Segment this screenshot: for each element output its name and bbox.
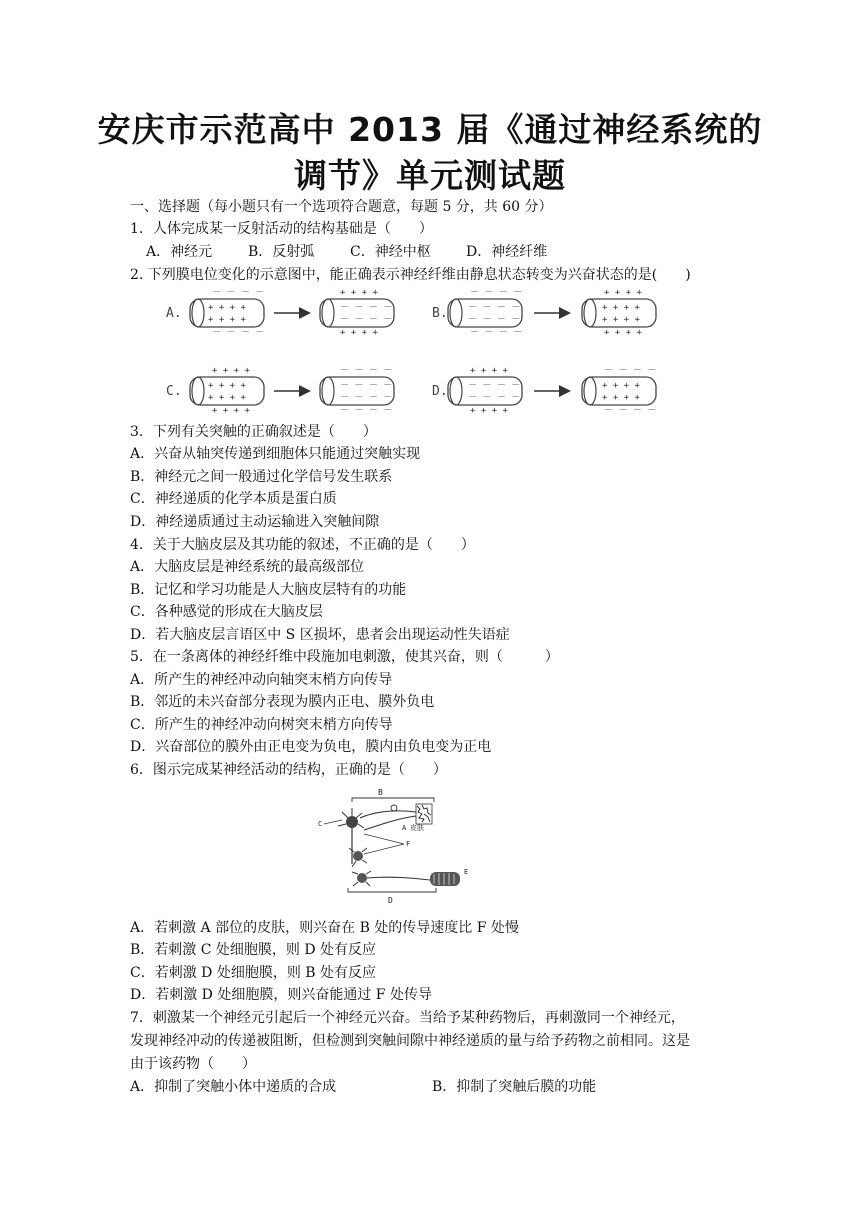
svg-text:－ － － －: － － － － <box>468 315 521 325</box>
neuron-cell-bodies <box>338 808 371 886</box>
page-title-line1: 安庆市示范高中 2013 届《通过神经系统的 <box>97 110 763 149</box>
svg-text:－ － － －: － － － － <box>604 406 657 415</box>
svg-text:+ + + +: + + + + <box>208 393 246 403</box>
svg-text:+ + + +: + + + + <box>208 315 246 325</box>
q1-option-d: D．神经纤维 <box>466 244 548 260</box>
svg-text:－ － － －: － － － － <box>212 288 265 298</box>
q3-option-c: C．神经递质的化学本质是蛋白质 <box>130 491 337 507</box>
svg-text:+ + + +: + + + + <box>208 303 246 313</box>
svg-text:+ + + +: + + + + <box>470 406 508 415</box>
fig-label-skin: 皮肤 <box>410 824 424 832</box>
q5-option-a: A．所产生的神经冲动向轴突末梢方向传导 <box>130 672 393 688</box>
fiber-c-before <box>190 366 264 415</box>
q1-stem: 1．人体完成某一反射活动的结构基础是（ ） <box>130 221 433 237</box>
q4-option-b: B．记忆和学习功能是人大脑皮层特有的功能 <box>130 582 407 598</box>
svg-text:－ － － －: － － － － <box>340 381 393 391</box>
fiber-d-after <box>582 366 656 415</box>
q7-option-b: B．抑制了突触后膜的功能 <box>432 1079 597 1095</box>
q5-option-c: C．所产生的神经冲动向树突末梢方向传导 <box>130 717 393 733</box>
svg-text:－ － － －: － － － － <box>340 315 393 325</box>
svg-text:－ － － －: － － － － <box>468 381 521 391</box>
q5-stem: 5．在一条离体的神经纤维中段施加电刺激，使其兴奋，则（ ） <box>130 649 559 665</box>
q6-reflex-arc-figure <box>312 784 482 906</box>
svg-text:－ － － －: － － － － <box>340 366 393 376</box>
q3-option-a: A．兴奋从轴突传递到细胞体只能通过突触实现 <box>130 446 421 462</box>
section-heading: 一、选择题（每小题只有一个选项符合题意，每题 5 分，共 60 分） <box>130 199 553 215</box>
q7-stem-line1: 7．刺激某一个神经元引起后一个神经元兴奋。当给予某种药物后，再刺激同一个神经元， <box>130 1010 685 1026</box>
fig-label-a: A <box>402 824 407 832</box>
q7-option-a: A．抑制了突触小体中递质的合成 <box>130 1079 337 1095</box>
fiber-b-after <box>582 288 656 338</box>
q1-option-b: B．反射弧 <box>248 244 315 260</box>
svg-text:+ + + +: + + + + <box>602 381 640 391</box>
q4-stem: 4．关于大脑皮层及其功能的叙述，不正确的是（ ） <box>130 537 475 553</box>
fig-label-e: E <box>464 868 469 876</box>
svg-text:+ + + +: + + + + <box>208 381 246 391</box>
q5-option-b: B．邻近的未兴奋部分表现为膜内正电、膜外负电 <box>130 694 435 710</box>
q7-stem-line2: 发现神经冲动的传递被阻断，但检测到突触间隙中神经递质的量与给予药物之前相同。这是 <box>130 1033 690 1049</box>
q4-option-a: A．大脑皮层是神经系统的最高级部位 <box>130 559 365 575</box>
fiber-c-after <box>320 366 394 415</box>
q7-stem-line3: 由于该药物（ ） <box>130 1056 256 1072</box>
fig-label-f: F <box>406 840 411 848</box>
skin-receptor <box>416 804 432 824</box>
svg-text:+ + + +: + + + + <box>604 328 642 338</box>
svg-text:+ + + +: + + + + <box>212 406 250 415</box>
svg-text:+ + + +: + + + + <box>470 366 508 376</box>
fiber-b-before <box>448 288 522 338</box>
fig-label-c: C <box>318 820 323 828</box>
svg-text:+ + + +: + + + + <box>340 288 378 298</box>
page-title-line2: 调节》单元测试题 <box>294 156 566 195</box>
q2-label-b: B. <box>432 306 448 321</box>
svg-text:－ － － －: － － － － <box>468 303 521 313</box>
fiber-d-before <box>448 366 522 415</box>
fig-label-b: B <box>378 788 383 797</box>
svg-text:－ － － －: － － － － <box>340 406 393 415</box>
q1-option-c: C．神经中枢 <box>350 244 431 260</box>
svg-text:+ + + +: + + + + <box>602 315 640 325</box>
svg-text:+ + + +: + + + + <box>340 328 378 338</box>
q2-label-c: C. <box>166 384 182 399</box>
svg-text:－ － － －: － － － － <box>468 393 521 403</box>
svg-text:－ － － －: － － － － <box>470 328 523 338</box>
q2-label-d: D. <box>432 384 448 399</box>
fiber-a-before <box>190 288 264 338</box>
q3-option-b: B．神经元之间一般通过化学信号发生联系 <box>130 469 393 485</box>
q3-option-d: D．神经递质通过主动运输进入突触间隙 <box>130 514 380 530</box>
q3-stem: 3．下列有关突触的正确叙述是（ ） <box>130 424 377 440</box>
q6-option-c: C．若刺激 D 处细胞膜，则 B 处有反应 <box>130 965 377 981</box>
q4-option-c: C．各种感觉的形成在大脑皮层 <box>130 604 323 620</box>
fig-label-d: D <box>388 896 393 905</box>
effector-muscle <box>430 872 460 886</box>
q6-option-d: D．若刺激 D 处细胞膜，则兴奋能通过 F 处传导 <box>130 987 432 1003</box>
svg-text:+ + + +: + + + + <box>602 393 640 403</box>
svg-text:+ + + +: + + + + <box>212 366 250 376</box>
fiber-a-after <box>320 288 394 338</box>
q2-stem: 2. 下列膜电位变化的示意图中，能正确表示神经纤维由静息状态转变为兴奋状态的是( ) <box>130 267 691 283</box>
q2-label-a: A. <box>166 306 182 321</box>
svg-text:－ － － －: － － － － <box>340 393 393 403</box>
svg-text:－ － － －: － － － － <box>212 328 265 338</box>
q2-membrane-figure <box>150 285 710 415</box>
svg-text:+ + + +: + + + + <box>602 303 640 313</box>
q1-option-a: A．神经元 <box>146 244 213 260</box>
svg-text:－ － － －: － － － － <box>470 288 523 298</box>
svg-text:+ + + +: + + + + <box>604 288 642 298</box>
svg-text:－ － － －: － － － － <box>340 303 393 313</box>
q6-stem: 6．图示完成某神经活动的结构，正确的是（ ） <box>130 762 447 778</box>
q6-option-a: A．若刺激 A 部位的皮肤，则兴奋在 B 处的传导速度比 F 处慢 <box>130 920 519 936</box>
q5-option-d: D．兴奋部位的膜外由正电变为负电，膜内由负电变为正电 <box>130 739 492 755</box>
q6-option-b: B．若刺激 C 处细胞膜，则 D 处有反应 <box>130 942 377 958</box>
svg-text:－ － － －: － － － － <box>604 366 657 376</box>
q4-option-d: D．若大脑皮层言语区中 S 区损坏，患者会出现运动性失语症 <box>130 627 510 643</box>
